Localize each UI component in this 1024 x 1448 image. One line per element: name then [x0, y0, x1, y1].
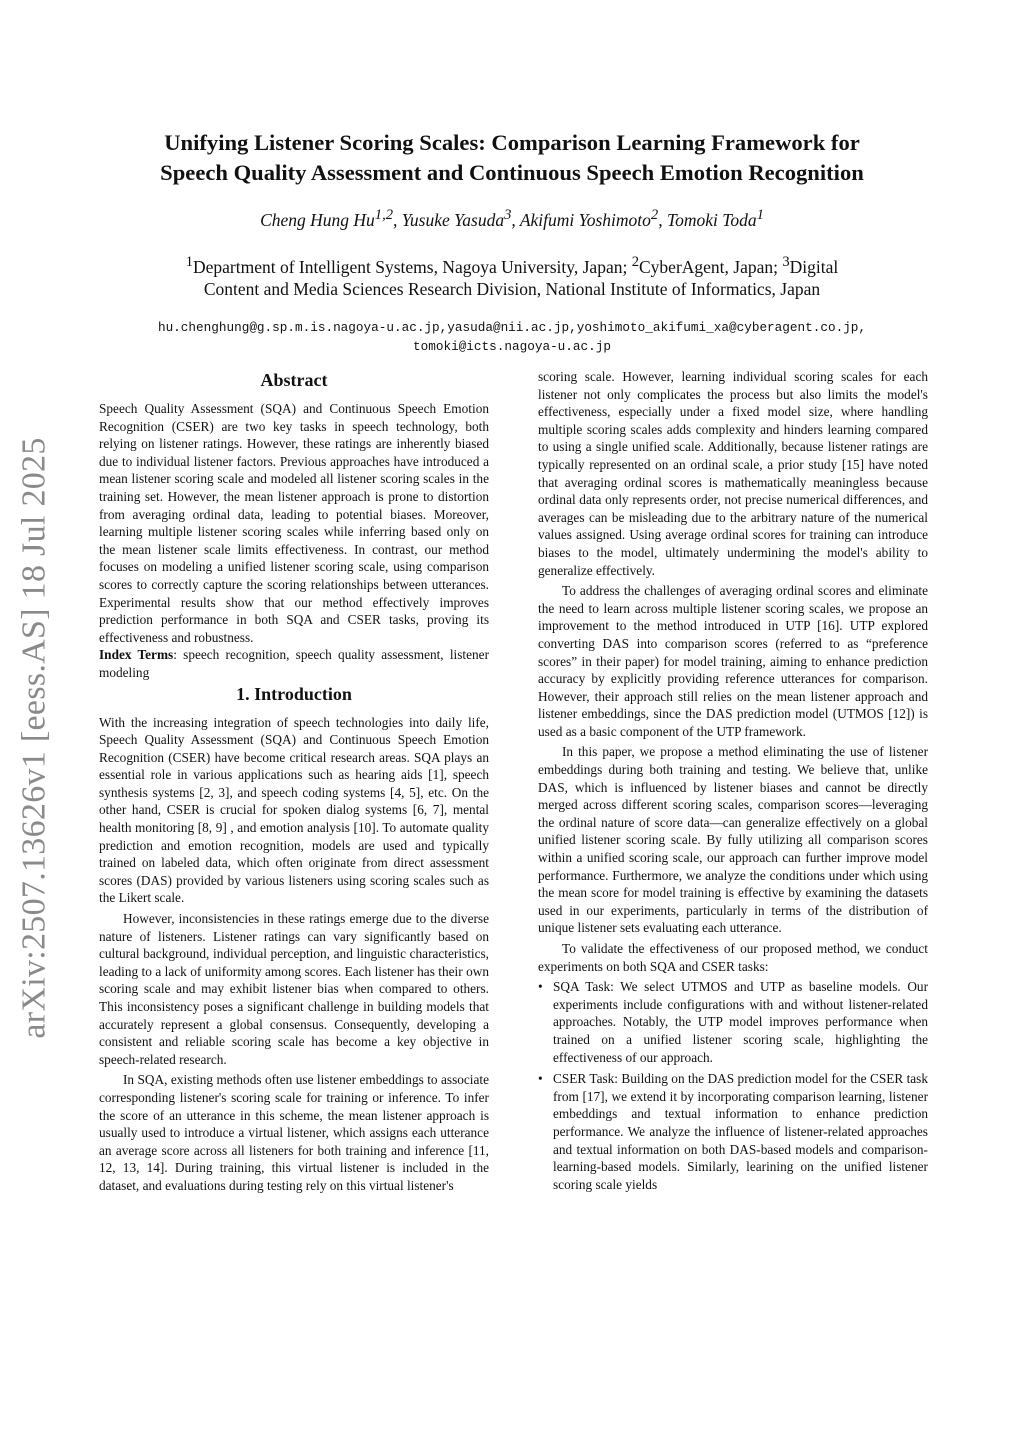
author-affil-mark: 3: [504, 207, 512, 223]
intro-paragraph-6: To validate the effectiveness of our proposed method, we conduct experiments on both SQA and CSER tasks:: [538, 941, 928, 974]
paper-title: [90, 128, 934, 188]
title-line-1: Unifying Listener Scoring Scales: Comparison Learning Framework for: [164, 130, 860, 155]
author-affil-mark: 2: [650, 207, 659, 223]
author-name: Cheng Hung Hu: [260, 209, 375, 230]
affiliation-3-start: Digital: [789, 256, 839, 277]
left-column: [99, 368, 489, 1195]
intro-paragraph-5: In this paper, we propose a method eliminating the use of listener embeddings during both training and testing. We believe that, unlike DAS, which is influenced by listener biases and cannot be directly merged across different scoring scales, comparison scores—leveraging the ordinal nature of score data—can generalize effectively on a global unified listener scoring scale. By fully utilizing all comparison scores within a unified scoring scale, our approach can further improve model performance. Furthermore, we analyze the conditions under which using the mean score for model training is effective by examining the datasets used in our experiments, particularly in terms of the distribution of unique listener sets evaluating each utterance.: [538, 744, 928, 936]
author-list: [90, 207, 934, 229]
affil-mark: 2: [631, 254, 639, 270]
affil-mark: 3: [782, 254, 790, 270]
affiliation-2: CyberAgent, Japan;: [639, 256, 783, 277]
intro-paragraph-3-continued: scoring scale. However, learning individual scoring scales for each listener not only complicates the process but also limits the model's effectiveness, especially under a fixed model size, where handling multiple scoring scales adds complexity and hinders learning compared to using a single unified scale. Additionally, because listener ratings are typically represented on an ordinal scale, a prior study [15] have noted that averaging ordinal scores is mathematically meaningless because ordinal data only represents order, not precise numerical differences, and averages can be misleading due to the arbitrary nature of the numerical values assigned. Using average ordinal scores for training can introduce biases to the model, ultimately undermining the model's ability to generalize effectively.: [538, 369, 928, 578]
intro-paragraph-3: In SQA, existing methods often use listener embeddings to associate corresponding listener's scoring scale for training or inference. To infer the score of an utterance in this scheme, the mean listener approach is usually used to introduce a virtual listener, which assigns each utterance an average score across all listeners for both training and inference [11, 12, 13, 14]. During training, this virtual listener is included in the dataset, and evaluations during testing rely on this virtual listener's: [99, 1072, 489, 1193]
intro-paragraph-2: However, inconsistencies in these ratings emerge due to the diverse nature of listeners. Listener ratings can vary significantly based on cultural background, individual perception, and linguistic characteristics, leading to a lack of uniformity among scores. Each listener has their own scoring scale and may exhibit listener bias when compared to others. This inconsistency poses a significant challenge in building models that accurately represent a global consensus. Consequently, developing a consistent and reliable scoring scale has become a key objective in speech-related research.: [99, 911, 489, 1067]
email-line-1: hu.chenghung@g.sp.m.is.nagoya-u.ac.jp,yasuda@nii.ac.jp,yoshimoto_akifumi_xa@cyberagent.co.jp,: [157, 320, 867, 335]
list-item: [538, 1070, 928, 1193]
author-name: Akifumi Yoshimoto: [519, 209, 651, 230]
affiliations: [90, 251, 934, 300]
intro-paragraph-1: With the increasing integration of speech technologies into daily life, Speech Quality Assessment (SQA) and Continuous Speech Emotion Recognition (CSER) have become critical research areas. SQA plays an essential role in various applications such as hearing aids [1], speech synthesis systems [2, 3], and speech coding systems [4, 5], etc. On the other hand, CSER is crucial for spoken dialog systems [6, 7], mental health monitoring [8, 9] , and emotion analysis [10]. To automate quality prediction and emotion recognition, models are used and typically trained on labeled data, which often originate from direct assessment scores (DAS) provided by various listeners using scoring scales such as the Likert scale.: [99, 714, 489, 906]
arxiv-identifier: [12, 418, 58, 1058]
abstract-text: Speech Quality Assessment (SQA) and Continuous Speech Emotion Recognition (CSER) are two key tasks in speech technology, both relying on listener ratings. However, these ratings are inherently biased due to individual listener factors. Previous approaches have introduced a mean listener scoring scale and modeled all listener scoring scales in the training set. However, the mean listener approach is prone to distortion from averaging ordinal data, leading to potential biases. Moreover, learning multiple listener scoring scales while inferring based only on the mean listener scale limits effectiveness. In contrast, our method focuses on modeling a unified listener scoring scale, using comparison scores to correctly capture the scoring relationships between utterances. Experimental results show that our method effectively improves prediction performance in both SQA and CSER tasks, proving its effectiveness and robustness.: [99, 401, 489, 645]
intro-paragraph-4: To address the challenges of averaging ordinal scores and eliminate the need to learn across multiple listener scoring scales, we propose an improvement to the method introduced in UTP [16]. UTP explored converting DAS into comparison scores (referred to as “preference scores” in their paper) for model training, aiming to enhance prediction accuracy by explicitly providing reference utterances for comparison. However, their approach still relies on the mean listener approach and listener embeddings, since the DAS prediction model (UTMOS [12]) is used as a basic component of the UTP framework.: [538, 583, 928, 739]
author-affil-mark: 1,2: [374, 207, 394, 223]
list-item: [538, 978, 928, 1066]
author-separator: ,: [511, 209, 520, 230]
title-line-2: Speech Quality Assessment and Continuous Speech Emotion Recognition: [160, 160, 864, 185]
author-affil-mark: 1: [756, 207, 764, 223]
index-terms: [99, 646, 489, 681]
bullet-icon: •: [538, 979, 543, 995]
author-name: Yusuke Yasuda: [401, 209, 505, 230]
author-name: Tomoki Toda: [666, 209, 757, 230]
abstract-heading: Abstract: [260, 370, 328, 390]
sqa-task-text: SQA Task: We select UTMOS and UTP as baseline models. Our experiments include configurations with and without listener-related approaches. Notably, the UTP model improves performance when trained on a unified listener scoring scale, highlighting the effectiveness of our approach.: [553, 979, 928, 1065]
affil-mark: 1: [185, 254, 193, 270]
introduction-heading: 1. Introduction: [236, 683, 352, 704]
task-list: [538, 978, 928, 1193]
bullet-icon: •: [538, 1071, 543, 1087]
email-line-2: tomoki@icts.nagoya-u.ac.jp: [413, 339, 611, 354]
author-separator: ,: [393, 209, 402, 230]
author-separator: ,: [658, 209, 667, 230]
email-list: [60, 318, 964, 356]
affiliation-3-rest: Content and Media Sciences Research Division, National Institute of Informatics, Japan: [203, 278, 821, 299]
cser-task-text: CSER Task: Building on the DAS prediction model for the CSER task from [17], we extend it by incorporating comparison learning, listener embeddings and textual information to enhance prediction performance. We analyze the influence of listener-related approaches and textual information on both DAS-based models and comparison-learning-based models. Similarly, learining on the unified listener scoring scale yields: [553, 1071, 928, 1192]
index-terms-list: : speech recognition, speech quality assessment, listener modeling: [99, 647, 489, 680]
arxiv-stamp-text: arXiv:2507.13626v1 [eess.AS] 18 Jul 2025: [16, 437, 54, 1039]
right-column: [538, 368, 928, 1197]
affiliation-1: Department of Intelligent Systems, Nagoya University, Japan;: [193, 256, 632, 277]
index-terms-label: Index Terms: [99, 647, 174, 663]
